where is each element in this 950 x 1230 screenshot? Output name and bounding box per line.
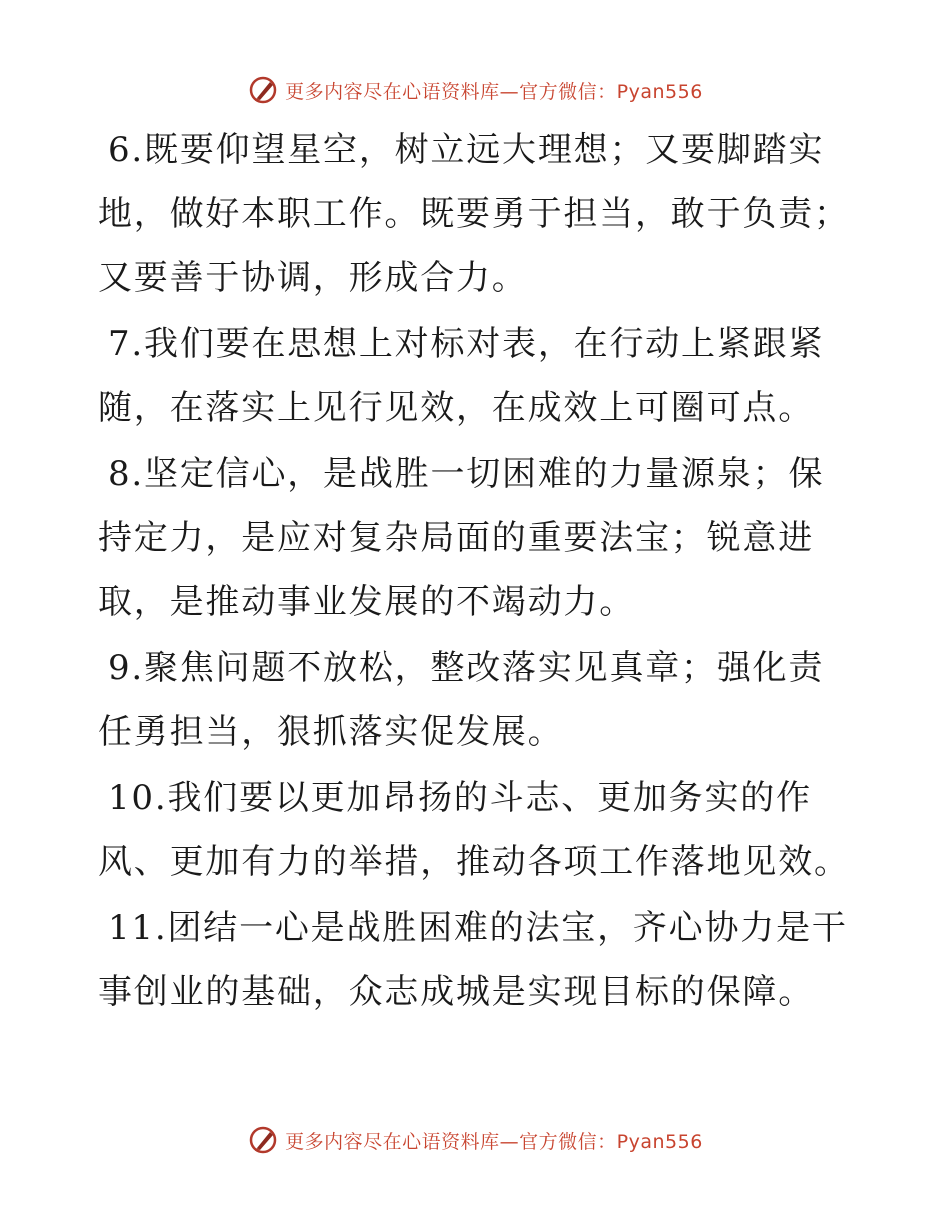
paragraph-10: 10.我们要以更加昂扬的斗志、更加务实的作风、更加有力的举措，推动各项工作落地见效。 bbox=[98, 778, 850, 882]
header-banner bbox=[0, 70, 950, 110]
paragraph-6: 6.既要仰望星空，树立远大理想；又要脚踏实地，做好本职工作。既要勇于担当，敢于负责；又要善于协调，形成合力。 bbox=[98, 130, 850, 298]
paragraph-7: 7.我们要在思想上对标对表，在行动上紧跟紧随，在落实上见行见效，在成效上可圈可点。 bbox=[98, 324, 825, 428]
pen-circle-icon bbox=[247, 74, 279, 106]
paragraph-8: 8.坚定信心，是战胜一切困难的力量源泉；保持定力，是应对复杂局面的重要法宝；锐意进取，是推动事业发展的不竭动力。 bbox=[98, 454, 825, 622]
header-banner-text: 更多内容尽在心语资料库—官方微信：Pyan556 bbox=[285, 80, 703, 103]
pen-circle-icon bbox=[247, 1124, 279, 1156]
footer-banner bbox=[0, 1120, 950, 1160]
paragraph-9: 9.聚焦问题不放松，整改落实见真章；强化责任勇担当，狠抓落实促发展。 bbox=[98, 648, 825, 752]
footer-banner-text: 更多内容尽在心语资料库—官方微信：Pyan556 bbox=[285, 1130, 703, 1153]
document-body bbox=[98, 118, 858, 1026]
paragraph-11: 11.团结一心是战胜困难的法宝，齐心协力是干事创业的基础，众志成城是实现目标的保障。 bbox=[98, 908, 848, 1012]
